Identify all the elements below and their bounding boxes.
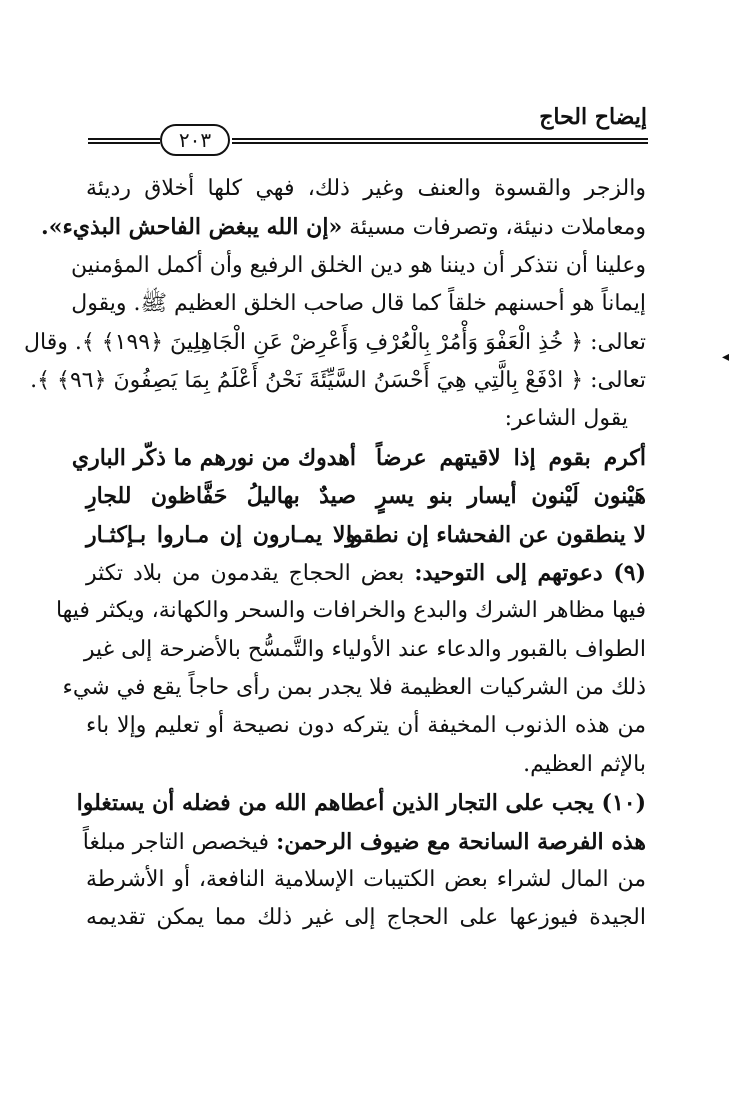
body-text	[24, 170, 646, 938]
section-10-second-line	[82, 823, 646, 861]
section-10-heading-cont: هذه الفرصة السانحة مع ضيوف الرحمن:	[276, 828, 646, 855]
section-9-first-line	[86, 554, 646, 592]
poem-first-hemistich: لا ينطقون عن الفحشاء إن نطقوا	[345, 521, 646, 548]
header-rule-left	[88, 138, 160, 144]
poem-second-hemistich: صيدٌ بهاليلُ حَفَّاظون للجارِ	[86, 483, 356, 510]
poem-verse	[86, 516, 646, 554]
running-title: إيضاح الحاج	[539, 104, 647, 130]
poet-intro: يقول الشاعر:	[504, 406, 628, 432]
text-line: إيماناً هو أحسنهم خلقاً كما قال صاحب الخلق العظيم ﷺ. ويقول	[71, 291, 646, 317]
text-line-part: بعض الحجاج يقدمون من بلاد تكثر	[86, 560, 415, 586]
text-line-part: ومعاملات دنيئة، وتصرفات مسيئة	[342, 215, 646, 241]
text-line-part: فيخصص التاجر مبلغاً	[82, 829, 277, 855]
text-line: وعلينا أن نتذكر أن ديننا هو دين الخلق الرفيع وأن أكمل المؤمنين	[71, 252, 646, 278]
quran-verse-line: تعالى: ﴿ خُذِ الْعَفْوَ وَأْمُرْ بِالْعُرْفِ وَأَعْرِضْ عَنِ الْجَاهِلِينَ ﴿١٩٩﴾ ﴾. وقال	[24, 329, 646, 355]
poem-second-hemistich: ولا يمـارون إن مـاروا بـإكثـار	[86, 521, 356, 548]
text-line: الطواف بالقبور والدعاء عند الأولياء والتَّمسُّح بالأضرحة إلى غير	[83, 636, 646, 662]
header-rule-right	[232, 138, 648, 144]
side-mark: ◂	[722, 349, 730, 365]
text-line: ذلك من الشركيات العظيمة فلا يجدر بمن رأى حاجاً يقع في شيء	[62, 675, 646, 701]
section-9-heading: (٩) دعوتهم إلى التوحيد:	[414, 559, 646, 586]
section-10-heading: (١٠) يجب على التجار الذين أعطاهم الله من فضله أن يستغلوا	[76, 790, 646, 817]
text-line: من المال لشراء بعض الكتيبات الإسلامية النافعة، أو الأشرطة	[86, 867, 646, 893]
poem-first-hemistich: أكرم بقوم إذا لاقيتهم عرضاً	[376, 444, 646, 471]
hadith-quote: «إن الله يبغض الفاحش البذيء».	[41, 214, 343, 241]
text-line: من هذه الذنوب المخيفة أن يتركه دون نصيحة أو تعليم وإلا باء	[86, 713, 646, 739]
text-line: بالإثم العظيم.	[523, 751, 646, 777]
text-line	[41, 208, 646, 246]
poem-verse	[71, 439, 646, 477]
poem-second-hemistich: أهدوك من نورهم ما ذكّر الباري	[71, 444, 356, 471]
page-number: ٢٠٣	[160, 124, 230, 156]
text-line: والزجر والقسوة والعنف وغير ذلك، فهي كلها أخلاق رديئة	[86, 176, 646, 201]
text-line: فيها مظاهر الشرك والبدع والخرافات والسحر والكهانة، ويكثر فيها	[55, 598, 646, 624]
poem-verse	[86, 477, 646, 515]
poem-first-hemistich: هَيْنون لَيْنون أيسار بنو يسرٍ	[376, 483, 646, 510]
text-line: الجيدة فيوزعها على الحجاج إلى غير ذلك مما يمكن تقديمه	[86, 905, 646, 931]
quran-verse-line: تعالى: ﴿ ادْفَعْ بِالَّتِي هِيَ أَحْسَنُ السَّيِّئَةَ نَحْنُ أَعْلَمُ بِمَا يَصِفُونَ ﴿٩٦﴾ ﴾.	[30, 367, 646, 393]
